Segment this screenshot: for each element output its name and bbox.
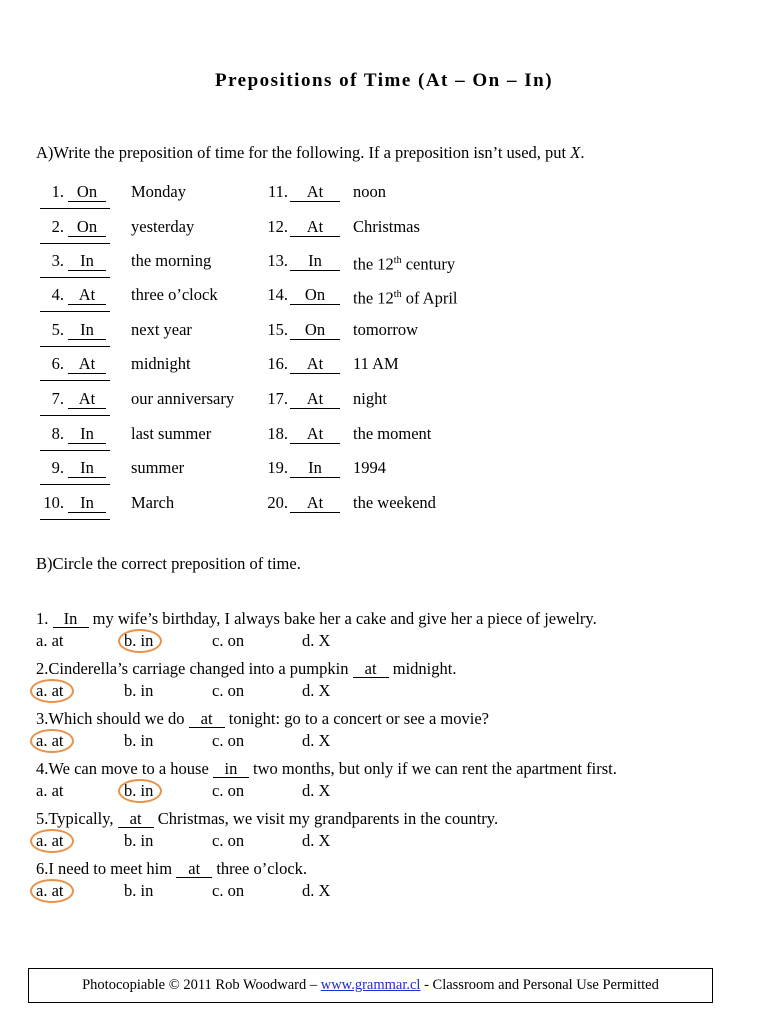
item-phrase: the moment [353,424,432,443]
footer-left-text: Photocopiable © 2011 Rob Woodward – [82,977,321,993]
question-answer-blank[interactable]: at [189,711,225,728]
answer-circle [118,629,162,653]
item-phrase: next year [131,320,192,339]
item-number: 6. [51,354,64,373]
item-phrase: yesterday [131,217,195,236]
item-phrase: summer [131,458,185,477]
item-number: 16. [267,354,288,373]
section-a-instruction-x: X [570,143,581,162]
option-d[interactable]: d. X [302,831,331,850]
row-divider [40,450,110,451]
question-prefix: 4.We can move to a house [36,759,213,778]
item-number: 14. [267,285,288,304]
row-divider [40,208,110,209]
option-d[interactable]: d. X [302,631,331,650]
item-number: 19. [267,458,288,477]
answer-blank[interactable]: On [68,217,106,237]
item-phrase: noon [353,182,386,201]
question [36,759,617,779]
item-number: 12. [267,217,288,236]
option-c[interactable]: c. on [212,681,245,700]
footer-link[interactable]: www.grammar.cl [320,977,421,993]
item-number: 13. [267,251,288,270]
item-number: 9. [51,458,64,477]
option-c[interactable]: c. on [212,781,245,800]
item-number: 2. [51,217,64,236]
row-divider [40,346,110,347]
question-suffix: my wife’s birthday, I always bake her a cake and give her a piece of jewelry. [92,609,597,628]
option-b[interactable]: b. in [124,831,154,850]
footer [28,968,713,1003]
answer-blank[interactable]: In [290,458,340,478]
option-d[interactable]: d. X [302,781,331,800]
question-prefix: 2.Cinderella’s carriage changed into a pumpkin [36,659,353,678]
answer-blank[interactable]: In [290,251,340,271]
answer-blank[interactable]: On [290,285,340,305]
answer-blank[interactable]: In [68,320,106,340]
option-c[interactable]: c. on [212,731,245,750]
answer-blank[interactable]: At [290,354,340,374]
row-divider [40,415,110,416]
answer-blank[interactable]: At [68,354,106,374]
item-phrase: three o’clock [131,285,218,304]
section-a-instruction [36,143,584,163]
item-phrase: the weekend [353,493,436,512]
question-suffix: tonight: go to a concert or see a movie? [228,709,489,728]
row-divider [40,519,110,520]
answer-blank[interactable]: At [290,424,340,444]
footer-right-text: - Classroom and Personal Use Permitted [420,977,659,993]
item-phrase: the 12th of April [353,288,458,308]
option-a[interactable]: a. at [36,781,64,800]
answer-blank[interactable]: In [68,424,106,444]
question-answer-blank[interactable]: In [53,611,89,628]
section-b-instruction: B)Circle the correct preposition of time. [36,554,301,573]
answer-blank[interactable]: At [68,285,106,305]
question-prefix: 5.Typically, [36,809,118,828]
option-b[interactable]: b. in [124,731,154,750]
question-answer-blank[interactable]: in [213,761,249,778]
item-number: 4. [51,285,64,304]
option-a[interactable]: a. at [36,881,64,900]
option-c[interactable]: c. on [212,631,245,650]
option-b[interactable]: b. in [124,631,154,650]
option-c[interactable]: c. on [212,831,245,850]
answer-circle [30,729,74,753]
item-phrase: night [353,389,387,408]
answer-blank[interactable]: At [290,217,340,237]
answer-circle [118,779,162,803]
item-number: 18. [267,424,288,443]
item-number: 5. [51,320,64,339]
option-a[interactable]: a. at [36,681,64,700]
option-c[interactable]: c. on [212,881,245,900]
item-number: 17. [267,389,288,408]
answer-circle [30,829,74,853]
option-d[interactable]: d. X [302,731,331,750]
item-phrase: the morning [131,251,212,270]
row-divider [40,380,110,381]
answer-blank[interactable]: In [68,493,106,513]
item-phrase: Monday [131,182,186,201]
option-b[interactable]: b. in [124,881,154,900]
answer-blank[interactable]: At [290,389,340,409]
row-divider [40,484,110,485]
question-suffix: three o’clock. [216,859,308,878]
item-number: 15. [267,320,288,339]
question [36,709,489,729]
answer-blank[interactable]: At [290,182,340,202]
answer-blank[interactable]: In [68,458,106,478]
item-number: 7. [51,389,64,408]
item-phrase: 1994 [353,458,386,477]
answer-blank[interactable]: In [68,251,106,271]
option-b[interactable]: b. in [124,781,154,800]
row-divider [40,311,110,312]
answer-blank[interactable]: At [290,493,340,513]
option-b[interactable]: b. in [124,681,154,700]
item-number: 1. [51,182,64,201]
question [36,859,307,879]
question-suffix: two months, but only if we can rent the apartment first. [253,759,617,778]
item-number: 8. [51,424,64,443]
answer-circle [30,679,74,703]
row-divider [40,277,110,278]
question-answer-blank[interactable]: at [176,861,212,878]
item-number: 3. [51,251,64,270]
item-phrase: tomorrow [353,320,419,339]
item-phrase: 11 AM [353,354,399,373]
item-phrase: last summer [131,424,212,443]
option-a[interactable]: a. at [36,831,64,850]
item-phrase: Christmas [353,217,420,236]
item-phrase: our anniversary [131,389,235,408]
section-a-instruction-end: . [580,143,585,162]
item-number: 10. [43,493,64,512]
item-phrase: March [131,493,175,512]
item-phrase: the 12th century [353,254,456,274]
option-d[interactable]: d. X [302,881,331,900]
question-suffix: midnight. [392,659,457,678]
question-prefix: 1. [36,609,53,628]
question [36,809,498,829]
item-number: 11. [267,182,288,201]
item-phrase: midnight [131,354,191,373]
page-title: Prepositions of Time (At – On – In) [214,70,554,91]
answer-circle [30,879,74,903]
answer-blank[interactable]: On [290,320,340,340]
question-answer-blank[interactable]: at [118,811,154,828]
row-divider [40,243,110,244]
option-a[interactable]: a. at [36,631,64,650]
question-prefix: 6.I need to meet him [36,859,177,878]
option-a[interactable]: a. at [36,731,64,750]
section-a-instruction-text: A)Write the preposition of time for the following. If a preposition isn’t used, put [36,143,571,162]
question-prefix: 3.Which should we do [36,709,189,728]
question [36,609,597,629]
item-number: 20. [267,493,288,512]
question-answer-blank[interactable]: at [353,661,389,678]
answer-blank[interactable]: On [68,182,106,202]
answer-blank[interactable]: At [68,389,106,409]
question [36,659,456,679]
option-d[interactable]: d. X [302,681,331,700]
question-suffix: Christmas, we visit my grandparents in the country. [157,809,499,828]
